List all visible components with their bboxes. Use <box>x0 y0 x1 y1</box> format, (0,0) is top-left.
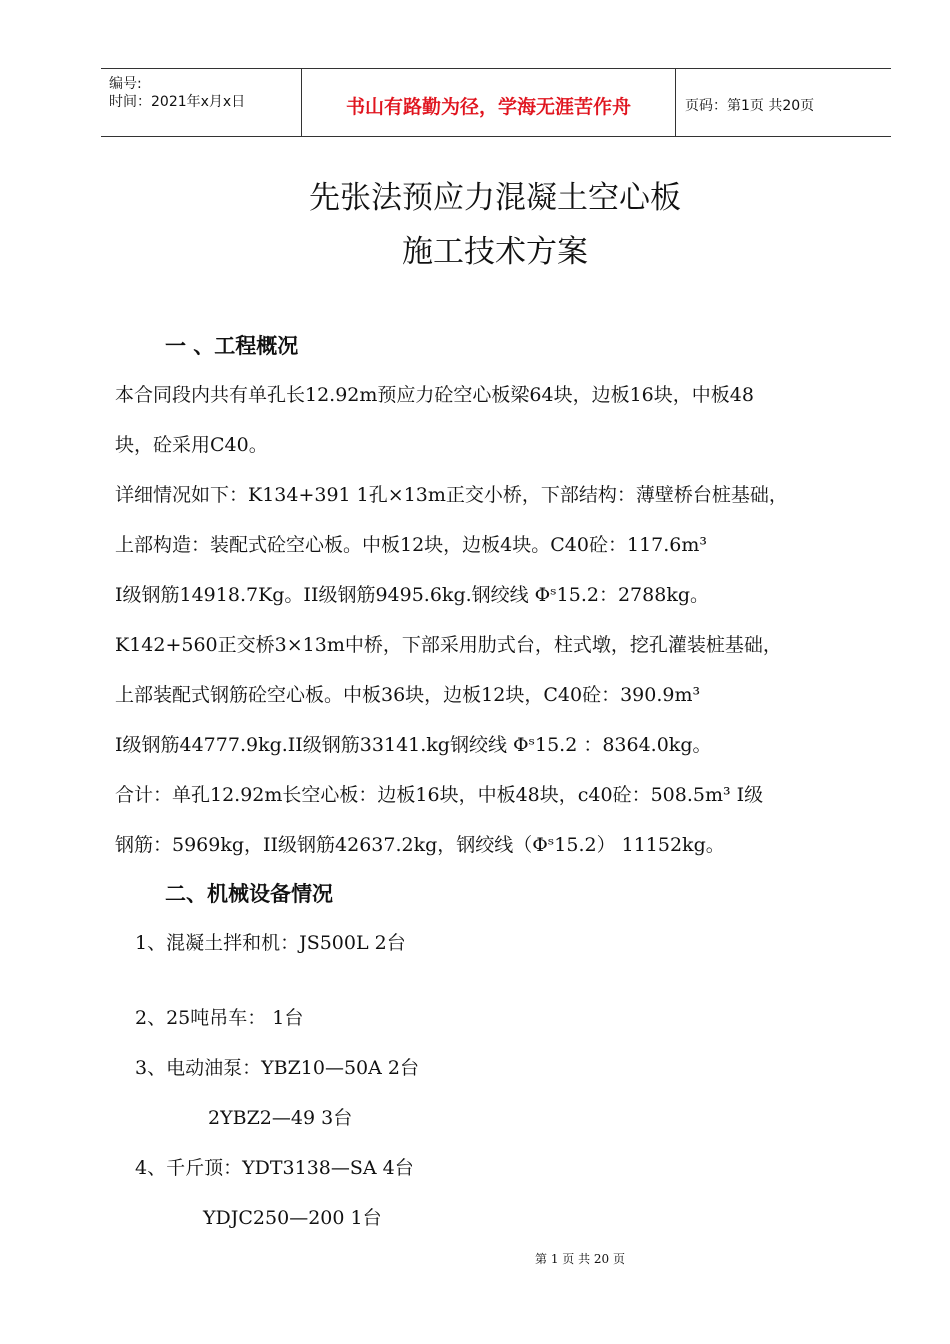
doc-title-line1: 先张法预应力混凝土空心板 <box>309 180 681 216</box>
body-line: 详细情况如下：K134+391 1孔×13m正交小桥，下部结构：薄壁桥台桩基础， <box>115 484 788 506</box>
equipment-item: 1、混凝土拌和机：JS500L 2台 <box>135 932 406 954</box>
doc-title-line2: 施工技术方案 <box>402 234 588 270</box>
body-line: I级钢筋44777.9kg.II级钢筋33141.kg钢绞线 Φˢ15.2 ：8364.0kg。 <box>115 734 712 756</box>
equipment-item: 3、电动油泵：YBZ10—50A 2台 <box>135 1057 419 1079</box>
body-line: 钢筋：5969kg，II级钢筋42637.2kg，钢绞线（Φˢ15.2） 11152kg。 <box>115 834 725 856</box>
page-footer <box>0 1250 950 1267</box>
doc-time-label: 时间：2021年x月x日 <box>109 94 246 110</box>
body-line: 上部装配式钢筋砼空心板。中板36块，边板12块，C40砼：390.9m³ <box>115 684 701 706</box>
section1-heading: 一 、工程概况 <box>165 333 299 358</box>
section2-heading: 二、机械设备情况 <box>165 881 333 906</box>
footer-page-number: 第 1 页 共 20 页 <box>535 1252 625 1266</box>
body-line: 本合同段内共有单孔长12.92m预应力砼空心板梁64块，边板16块，中板48 <box>115 384 754 406</box>
equipment-item: YDJC250—200 1台 <box>203 1207 382 1229</box>
doc-number-label: 编号: <box>109 76 142 92</box>
page-header <box>101 68 891 137</box>
body-line: 块，砼采用C40。 <box>115 434 268 456</box>
body-line: I级钢筋14918.7Kg。II级钢筋9495.6kg.钢绞线 Φˢ15.2：2788kg。 <box>115 584 709 606</box>
header-meta-cell <box>101 69 301 136</box>
equipment-item: 4、千斤顶：YDT3138—SA 4台 <box>135 1157 414 1179</box>
header-page-info: 页码：第1页 共20页 <box>685 98 815 114</box>
equipment-item: 2YBZ2—49 3台 <box>208 1107 353 1129</box>
body-line: 上部构造：装配式砼空心板。中板12块，边板4块。C40砼：117.6m³ <box>115 534 708 556</box>
equipment-item: 2、25吨吊车： 1台 <box>135 1007 304 1029</box>
header-page-cell <box>675 69 891 136</box>
header-motto-cell <box>301 69 676 136</box>
body-line: 合计：单孔12.92m长空心板：边板16块，中板48块，c40砼：508.5m³ I级 <box>115 784 764 806</box>
header-motto: 书山有路勤为径，学海无涯苦作舟 <box>345 96 631 118</box>
body-line: K142+560正交桥3×13m中桥，下部采用肋式台，柱式墩，挖孔灌装桩基础， <box>115 634 782 656</box>
